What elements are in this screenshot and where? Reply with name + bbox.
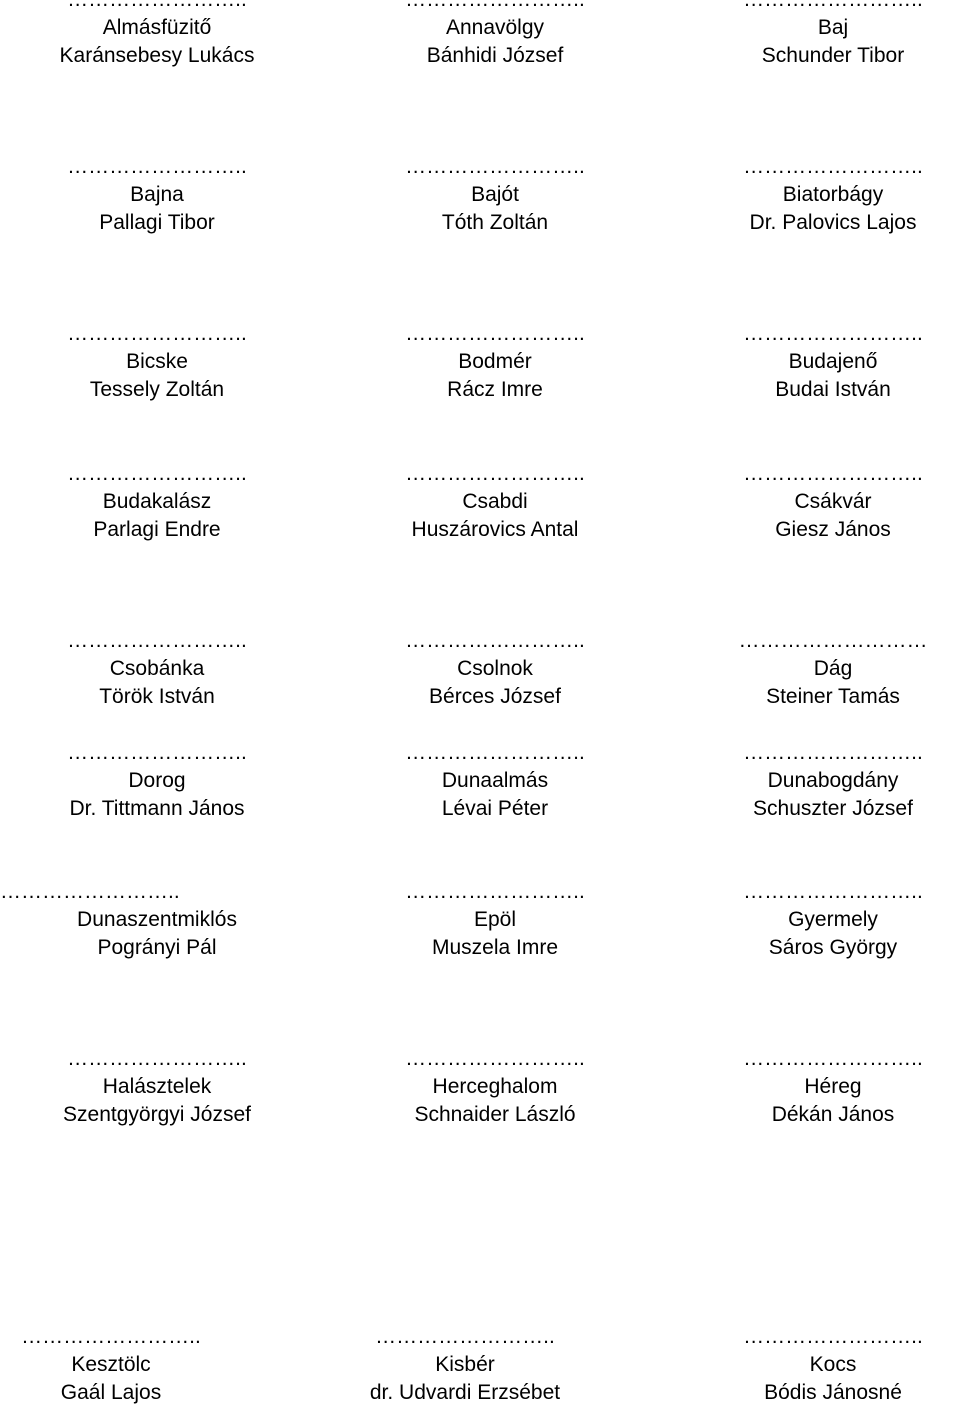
signatory-name: Budai István: [775, 378, 891, 401]
signature-block: [345, 460, 645, 544]
signature-line: ……………………..: [67, 462, 247, 485]
signatory-name: Bérces József: [429, 685, 561, 708]
municipality-name: Csolnok: [457, 657, 533, 680]
signatory-name: Dr. Tittmann János: [69, 797, 245, 820]
municipality-name: Héreg: [804, 1075, 862, 1098]
signature-block: [7, 739, 307, 823]
signatory-name: Steiner Tamás: [766, 685, 900, 708]
signature-line: ……………………..: [405, 629, 585, 652]
municipality-name: Dág: [813, 657, 853, 680]
signature-line: ……………………..: [67, 155, 247, 178]
signature-line: ……………………..: [743, 1325, 923, 1348]
signature-block: [683, 0, 960, 70]
signatory-name: Bódis Jánosné: [764, 1381, 902, 1404]
signature-line: ……………………..: [67, 322, 247, 345]
signatory-name: Muszela Imre: [431, 936, 559, 959]
signature-block: [683, 627, 960, 711]
signature-line: ………………………: [738, 629, 928, 652]
signature-block: [345, 0, 645, 70]
signature-block: [7, 460, 307, 544]
signature-block: [683, 153, 960, 237]
signatory-name: dr. Udvardi Erzsébet: [369, 1381, 561, 1404]
signature-line: ……………………..: [375, 1325, 555, 1348]
signature-block: [683, 1045, 960, 1129]
signatory-name: Dr. Palovics Lajos: [749, 211, 917, 234]
signature-block: [683, 320, 960, 404]
signature-block: [7, 153, 307, 237]
signature-line: ……………………..: [0, 880, 180, 903]
signatory-name: Tóth Zoltán: [441, 211, 549, 234]
signature-block: [345, 739, 645, 823]
municipality-name: Csobánka: [109, 657, 205, 680]
municipality-name: Baj: [817, 16, 849, 39]
signature-line: ……………………..: [743, 155, 923, 178]
signature-block: [0, 878, 307, 962]
municipality-name: Halásztelek: [102, 1075, 212, 1098]
signature-line: ……………………..: [405, 322, 585, 345]
signature-block: [683, 878, 960, 962]
signatory-name: Lévai Péter: [441, 797, 549, 820]
signature-line: ……………………..: [743, 741, 923, 764]
signature-block: [345, 1045, 645, 1129]
signature-block: [7, 1045, 307, 1129]
signatory-name: Szentgyörgyi József: [63, 1103, 251, 1126]
signature-block: [345, 153, 645, 237]
municipality-name: Almásfüzitő: [102, 16, 212, 39]
municipality-name: Kesztölc: [71, 1353, 151, 1376]
signatory-name: Tessely Zoltán: [89, 378, 225, 401]
municipality-name: Budakalász: [102, 490, 212, 513]
signature-line: ……………………..: [21, 1325, 201, 1348]
signatory-name: Török István: [99, 685, 215, 708]
signature-block: [7, 627, 307, 711]
signatory-name: Gaál Lajos: [60, 1381, 162, 1404]
signature-line: ……………………..: [67, 629, 247, 652]
signature-line: ……………………..: [743, 462, 923, 485]
municipality-name: Bajót: [471, 183, 519, 206]
signature-line: ……………………..: [405, 741, 585, 764]
signature-line: ……………………..: [743, 322, 923, 345]
municipality-name: Csákvár: [794, 490, 872, 513]
signatory-name: Sáros György: [768, 936, 898, 959]
signatory-name: Pallagi Tibor: [99, 211, 215, 234]
municipality-name: Biatorbágy: [782, 183, 884, 206]
municipality-name: Dunabogdány: [767, 769, 899, 792]
signatory-name: Schuszter József: [753, 797, 913, 820]
municipality-name: Kisbér: [435, 1353, 495, 1376]
signature-line: ……………………..: [67, 741, 247, 764]
signature-line: ……………………..: [405, 155, 585, 178]
municipality-name: Budajenő: [788, 350, 878, 373]
signature-block: [683, 1323, 960, 1407]
signature-line: ……………………..: [405, 462, 585, 485]
municipality-name: Dunaalmás: [441, 769, 549, 792]
municipality-name: Dunaszentmiklós: [77, 908, 237, 931]
signature-block: [683, 739, 960, 823]
municipality-name: Csabdi: [462, 490, 528, 513]
signature-line: ……………………..: [743, 1047, 923, 1070]
signature-line: ……………………..: [67, 1047, 247, 1070]
signature-block: [345, 627, 645, 711]
municipality-name: Annavölgy: [445, 16, 545, 39]
signature-line: [345, 0, 645, 14]
signatory-name: Huszárovics Antal: [411, 518, 579, 541]
signature-line: [683, 0, 960, 14]
signature-block: [345, 320, 645, 404]
municipality-name: Dorog: [128, 769, 186, 792]
signature-block: [345, 878, 645, 962]
signatory-name: Bánhidi József: [426, 44, 564, 67]
municipality-name: Gyermely: [788, 908, 878, 931]
signature-block: [7, 320, 307, 404]
signature-line: ……………………..: [743, 880, 923, 903]
municipality-name: Kocs: [809, 1353, 857, 1376]
signature-block: [683, 460, 960, 544]
signature-block: [315, 1323, 615, 1407]
signature-block: [0, 1323, 261, 1407]
municipality-name: Bajna: [130, 183, 184, 206]
signature-line: ……………………..: [405, 880, 585, 903]
signatory-name: Schnaider László: [414, 1103, 576, 1126]
signatory-name: Giesz János: [775, 518, 891, 541]
municipality-name: Epöl: [473, 908, 517, 931]
signatory-name: Rácz Imre: [447, 378, 543, 401]
signatory-name: Dékán János: [771, 1103, 895, 1126]
signature-line: [7, 0, 307, 14]
signature-line: ……………………..: [405, 1047, 585, 1070]
signatory-name: Schunder Tibor: [761, 44, 905, 67]
signatory-name: Karánsebesy Lukács: [59, 44, 255, 67]
signatory-name: Pogrányi Pál: [97, 936, 217, 959]
signature-block: [7, 0, 307, 70]
municipality-name: Herceghalom: [432, 1075, 558, 1098]
municipality-name: Bicske: [126, 350, 188, 373]
municipality-name: Bodmér: [458, 350, 532, 373]
signatory-name: Parlagi Endre: [93, 518, 221, 541]
